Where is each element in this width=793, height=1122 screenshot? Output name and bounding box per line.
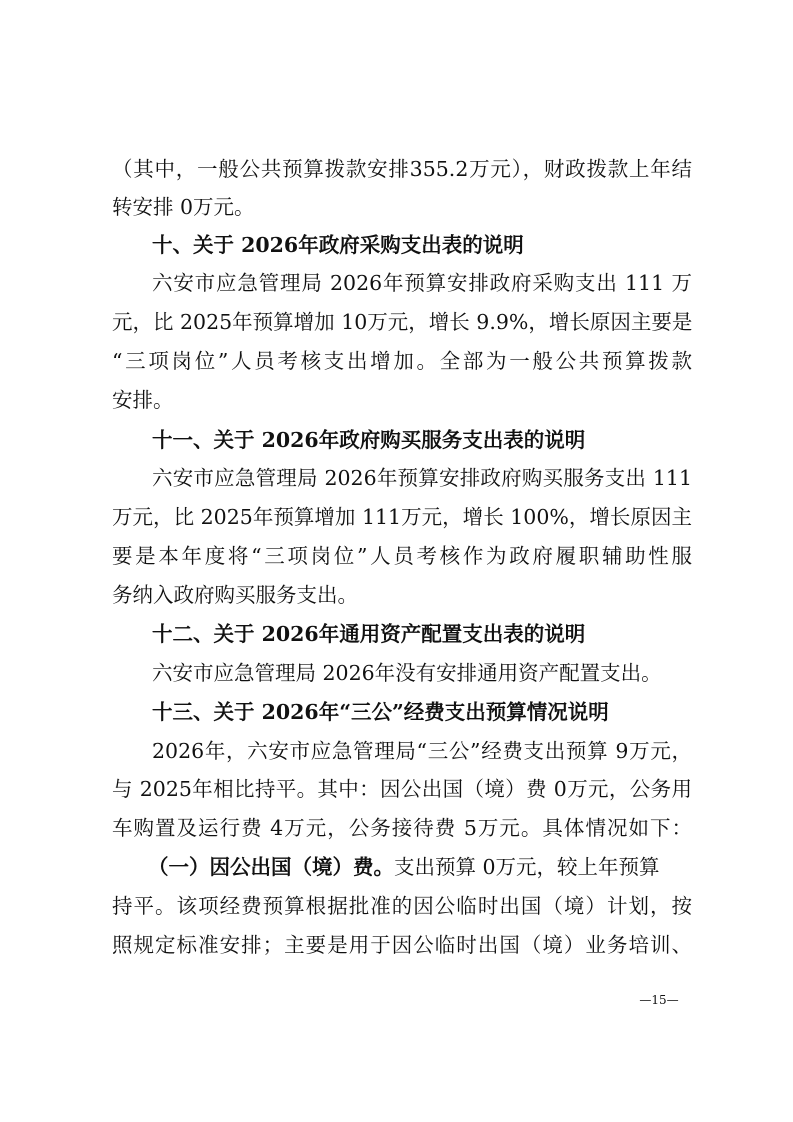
paragraph-line: “三项岗位”人员考核支出增加。全部为一般公共预算拨款 [112,349,692,373]
paragraph-line: 安排。 [112,388,174,412]
paragraph-line: 要是本年度将“三项岗位”人员考核作为政府履职辅助性服 [112,544,692,568]
paragraph-line: 万元，比 2025年预算增加 111万元，增长 100%，增长原因主 [112,505,692,529]
paragraph-line: 转安排 0万元。 [112,195,255,219]
paragraph-line: 与 2025年相比持平。其中：因公出国（境）费 0万元，公务用 [112,777,692,801]
paragraph-text: 支出预算 0万元，较上年预算 [394,855,660,879]
section-heading-12: 十二、关于 2026年通用资产配置支出表的说明 [152,622,586,646]
paragraph-line: 车购置及运行费 4万元，公务接待费 5万元。具体情况如下： [112,816,692,840]
section-heading-10: 十、关于 2026年政府采购支出表的说明 [152,233,524,257]
paragraph-line: 持平。该项经费预算根据批准的因公临时出国（境）计划，按 [112,894,692,918]
paragraph-line: 六安市应急管理局 2026年没有安排通用资产配置支出。 [152,661,662,685]
section-heading-11: 十一、关于 2026年政府购买服务支出表的说明 [152,428,586,452]
paragraph-line: （其中，一般公共预算拨款安排355.2万元），财政拨款上年结 [112,157,692,181]
section-heading-13: 十三、关于 2026年“三公”经费支出预算情况说明 [152,700,609,724]
paragraph-line: 务纳入政府购买服务支出。 [112,583,358,607]
paragraph-line: 六安市应急管理局 2026年预算安排政府购买服务支出 111 [152,466,692,490]
subsection-heading: （一）因公出国（境）费。 [148,855,394,879]
paragraph-line: 照规定标准安排；主要是用于因公临时出国（境）业务培训、 [112,933,692,957]
paragraph-line: 元，比 2025年预算增加 10万元，增长 9.9%，增长原因主要是 [112,310,692,334]
paragraph-line: 2026年，六安市应急管理局“三公”经费支出预算 9万元， [152,739,692,763]
page-number: —15— [639,993,679,1007]
subsection-paragraph-line [148,850,692,884]
paragraph-line: 六安市应急管理局 2026年预算安排政府采购支出 111 万 [152,271,692,295]
